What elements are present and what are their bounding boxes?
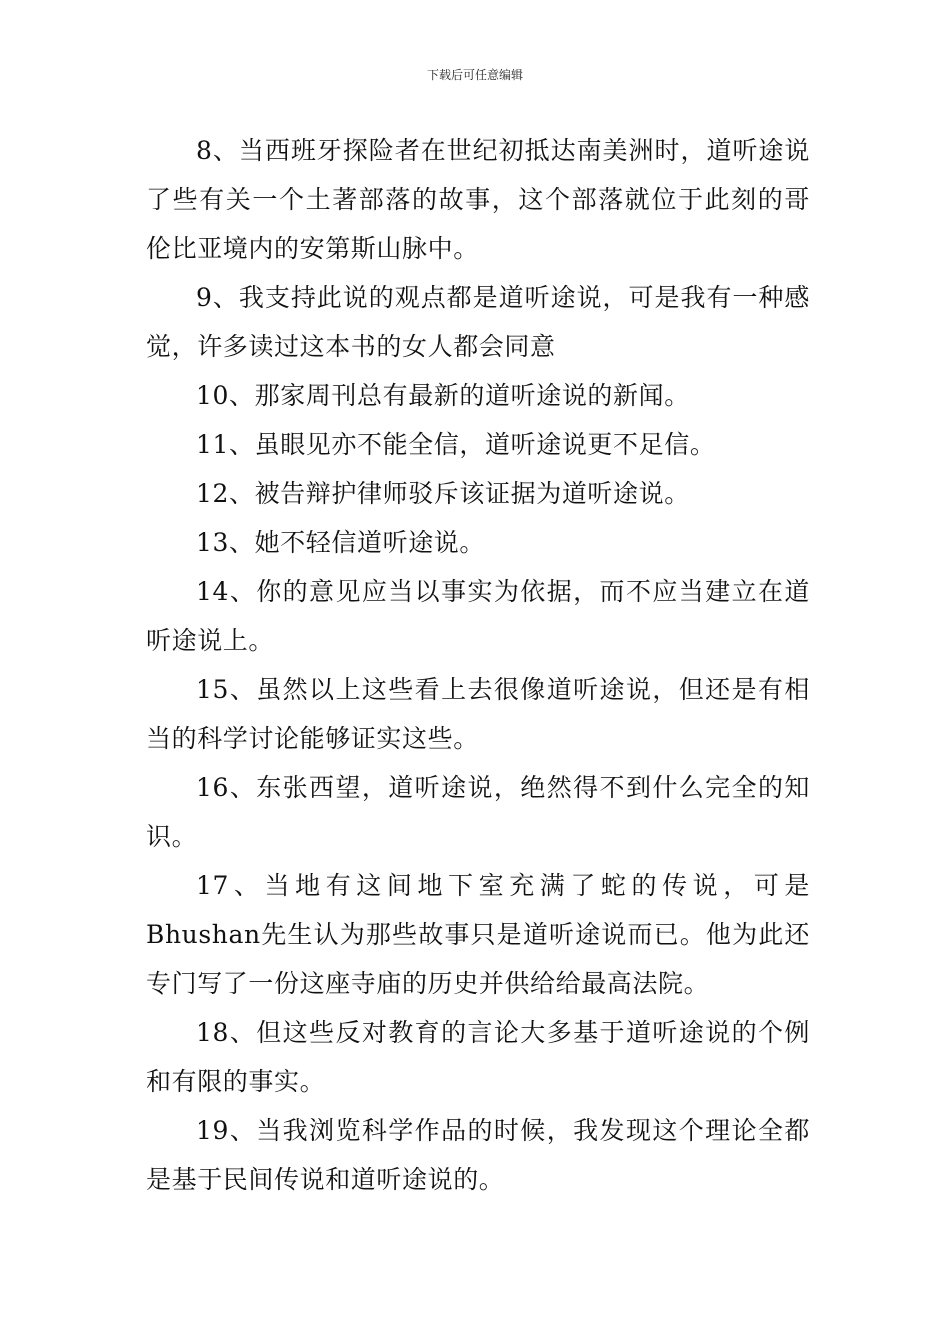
paragraph-14: 14、你的意见应当以事实为依据，而不应当建立在道听途说上。 — [146, 577, 810, 655]
paragraph-19: 19、当我浏览科学作品的时候，我发现这个理论全都是基于民间传说和道听途说的。 — [146, 1116, 810, 1194]
paragraph-15: 15、虽然以上这些看上去很像道听途说，但还是有相当的科学讨论能够证实这些。 — [146, 675, 810, 753]
paragraph-16: 16、东张西望，道听途说，绝然得不到什么完全的知识。 — [146, 773, 810, 851]
paragraph-9: 9、我支持此说的观点都是道听途说，可是我有一种感觉，许多读过这本书的女人都会同意 — [146, 283, 810, 361]
paragraph-12: 12、被告辩护律师驳斥该证据为道听途说。 — [196, 479, 690, 508]
paragraph-10: 10、那家周刊总有最新的道听途说的新闻。 — [196, 381, 690, 410]
paragraph-17: 17、当地有这间地下室充满了蛇的传说，可是Bhushan先生认为那些故事只是道听途说而已。他为此还专门写了一份这座寺庙的历史并供给给最高法院。 — [146, 871, 810, 998]
paragraph-11: 11、虽眼见亦不能全信，道听途说更不足信。 — [196, 430, 716, 459]
page-header: 下载后可任意编辑 — [426, 68, 523, 82]
paragraph-8: 8、当西班牙探险者在世纪初抵达南美洲时，道听途说了些有关一个土著部落的故事，这个部落就位于此刻的哥伦比亚境内的安第斯山脉中。 — [146, 136, 810, 263]
paragraph-13: 13、她不轻信道听途说。 — [196, 528, 486, 557]
document-body — [146, 126, 810, 1204]
paragraph-18: 18、但这些反对教育的言论大多基于道听途说的个例和有限的事实。 — [146, 1018, 810, 1096]
